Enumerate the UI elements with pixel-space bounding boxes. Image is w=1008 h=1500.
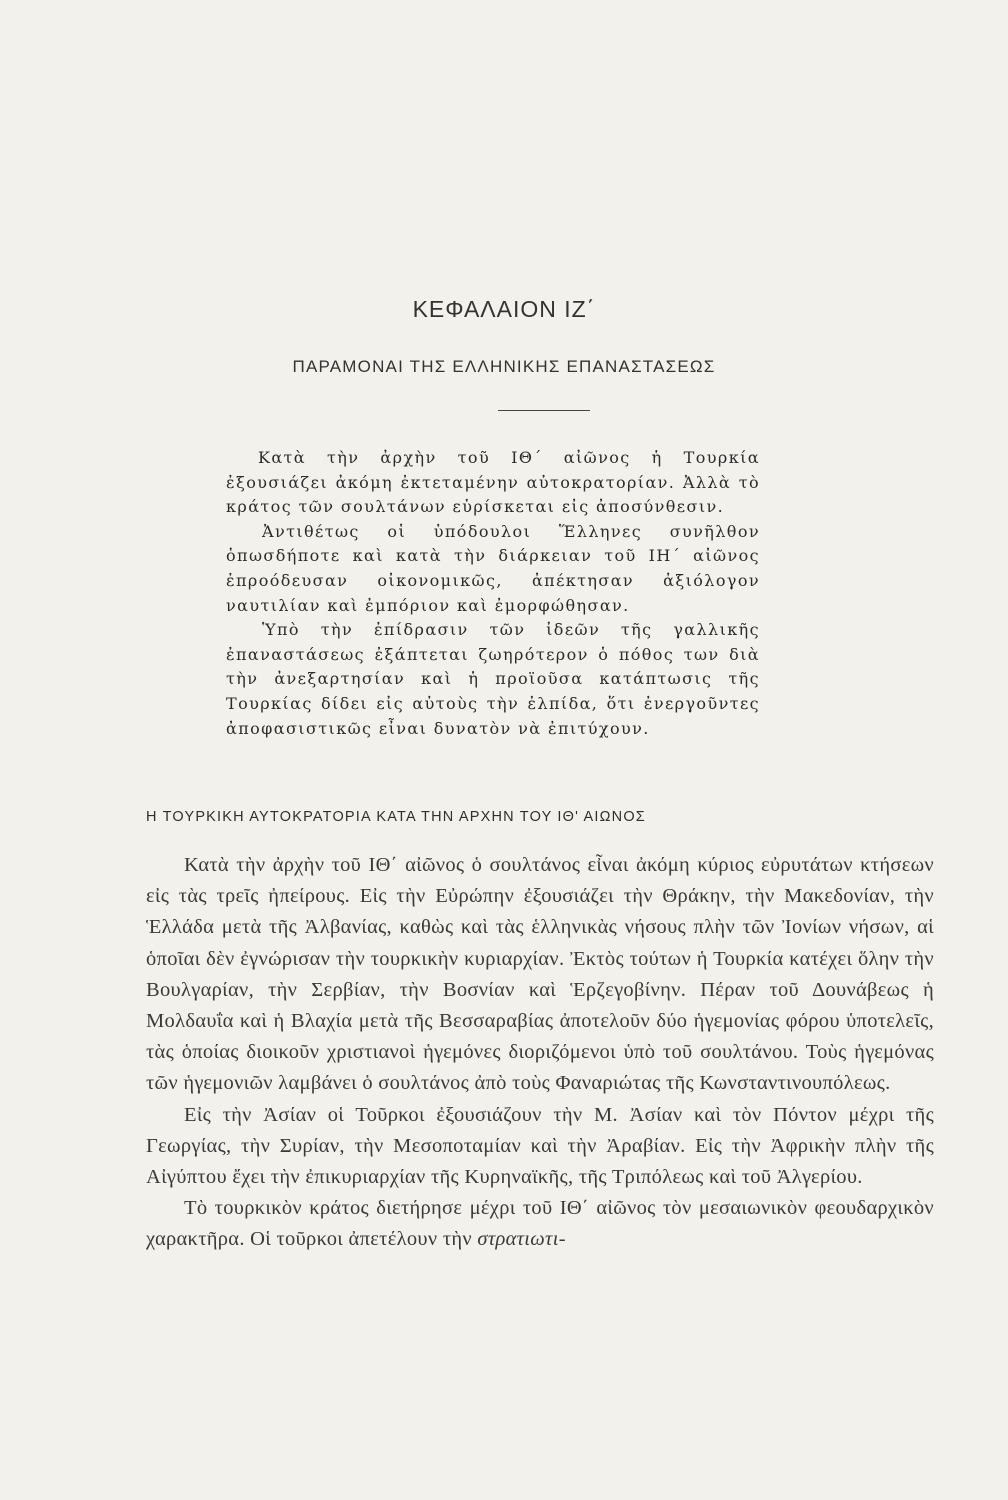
- chapter-subtitle: ΠΑΡΑΜΟΝΑΙ ΤΗΣ ΕΛΛΗΝΙΚΗΣ ΕΠΑΝΑΣΤΑΣΕΩΣ: [292, 357, 716, 376]
- body-paragraph-text: Τὸ τουρκικὸν κράτος διετήρησε μέχρι τοῦ ΙΘ΄ αἰῶνος τὸν μεσαιωνικὸν φεουδαρχικὸν χαρακτῆρα. Οἱ τοῦρκοι ἀπετέλουν τὴν: [146, 1197, 934, 1251]
- summary-paragraph: Κατὰ τὴν ἀρχὴν τοῦ ΙΘ΄ αἰῶνος ἡ Τουρκία ἐξουσιάζει ἀκόμη ἐκτεταμένην αὐτοκρατορίαν. Ἀλλὰ τὸ κράτος τῶν σουλτάνων εὑρίσκεται εἰς ἀποσύνθεσιν.: [226, 448, 760, 517]
- italic-word: στρατιωτι-: [477, 1228, 566, 1251]
- section-heading: Η ΤΟΥΡΚΙΚΗ ΑΥΤΟΚΡΑΤΟΡΙΑ ΚΑΤΑ ΤΗΝ ΑΡΧΗΝ ΤΟΥ ΙΘ' ΑΙΩΝΟΣ: [146, 809, 646, 825]
- title-divider: [498, 410, 590, 411]
- chapter-title: ΚΕΦΑΛΑΙΟΝ ΙΖ΄: [412, 296, 596, 322]
- body-text: [146, 850, 934, 1256]
- summary-paragraph: Ὑπὸ τὴν ἐπίδρασιν τῶν ἰδεῶν τῆς γαλλικῆς ἐπαναστάσεως ἐξάπτεται ζωηρότερον ὁ πόθος των διὰ τὴν ἀνεξαρτησίαν καὶ ἡ προϊοῦσα κατάπτωσις τῆς Τουρκίας δίδει εἰς αὐτοὺς τὴν ἐλπίδα, ὅτι ἐνεργοῦντες ἀποφασιστικῶς εἶναι δυνατὸν νὰ ἐπιτύχουν.: [226, 620, 760, 738]
- chapter-summary: [226, 446, 760, 741]
- summary-paragraph: Ἀντιθέτως οἱ ὑπόδουλοι Ἕλληνες συνῆλθον ὁπωσδήποτε καὶ κατὰ τὴν διάρκειαν τοῦ ΙΗ΄ αἰῶνος ἐπροόδευσαν οἰκονομικῶς, ἀπέκτησαν ἀξιόλογον ναυτιλίαν καὶ ἐμπόριον καὶ ἐμορφώθησαν.: [226, 521, 760, 615]
- body-paragraph: [146, 1193, 934, 1255]
- body-paragraph: Εἰς τὴν Ἀσίαν οἱ Τοῦρκοι ἐξουσιάζουν τὴν Μ. Ἀσίαν καὶ τὸν Πόντον μέχρι τῆς Γεωργίας, τὴν Συρίαν, τὴν Μεσοποταμίαν καὶ τὴν Ἀραβίαν. Εἰς τὴν Ἀφρικὴν πλὴν τῆς Αἰγύπτου ἔχει τὴν ἐπικυριαρχίαν τῆς Κυρηναϊκῆς, τῆς Τριπόλεως καὶ τοῦ Ἀλγερίου.: [146, 1103, 934, 1189]
- body-paragraph: Κατὰ τὴν ἀρχὴν τοῦ ΙΘ΄ αἰῶνος ὁ σουλτάνος εἶναι ἀκόμη κύριος εὐρυτάτων κτήσεων εἰς τὰς τρεῖς ἠπείρους. Εἰς τὴν Εὐρώπην ἐξουσιάζει τὴν Θράκην, τὴν Μακεδονίαν, τὴν Ἑλλάδα μετὰ τῆς Ἀλβανίας, καθὼς καὶ τὰς ἑλληνικὰς νήσους πλὴν τῶν Ἰονίων νήσων, αἱ ὁποῖαι δὲν ἐγνώρισαν τὴν τουρκικὴν κυριαρχίαν. Ἐκτὸς τούτων ἡ Τουρκία κατέχει ὅλην τὴν Βουλγαρίαν, τὴν Σερβίαν, τὴν Βοσνίαν καὶ Ἑρζεγοβίνην. Πέραν τοῦ Δουνάβεως ἡ Μολδαυΐα καὶ ἡ Βλαχία μετὰ τῆς Βεσσαραβίας ἀποτελοῦν δύο ἡγεμονίας φόρου ὑποτελεῖς, τὰς ὁποίας διοικοῦν χριστιανοὶ ἡγεμόνες διοριζόμενοι ὑπὸ τοῦ σουλτάνου. Τοὺς ἡγεμόνας τῶν ἡγεμονιῶν λαμβάνει ὁ σουλτάνος ἀπὸ τοὺς Φαναριώτας τῆς Κωνσταντινουπόλεως.: [146, 854, 934, 1095]
